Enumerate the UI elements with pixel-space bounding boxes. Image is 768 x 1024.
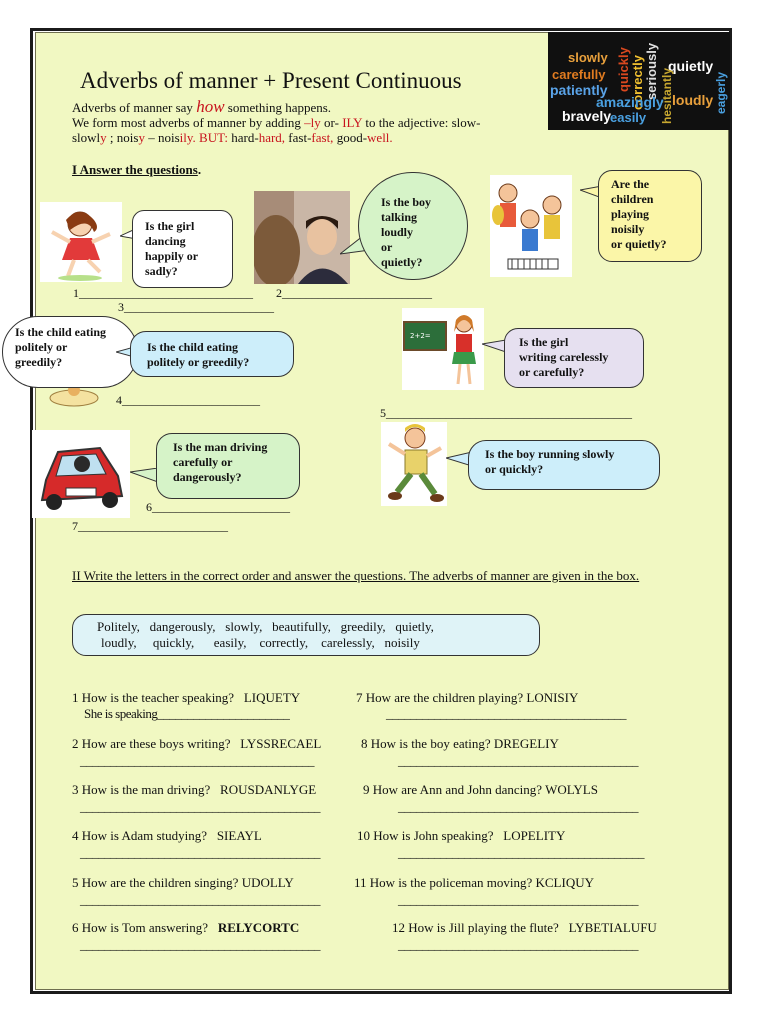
dancing-girl-picture [40,202,122,282]
intro-line-1: Adverbs of manner say how something happens. [72,97,332,116]
speech-bubble-4: Is the child eating politely or greedily? [2,316,138,388]
girl-writing-picture [402,308,484,390]
svg-text:2+2=: 2+2= [410,332,431,340]
question-7: 7 How are the children playing? LONISIY [356,690,579,705]
cloud-word: bravely [562,108,612,124]
question-3: 3 How is the man driving? ROUSDANLYGE [72,782,317,797]
question-11: 11 How is the policeman moving? KCLIQUY [354,875,594,890]
page-title: Adverbs of manner + Present Continuous [80,68,462,93]
answer-blank-6[interactable]: ________________________________________ [80,937,320,952]
adverb-word-cloud-image [548,32,730,130]
answer-blank-12[interactable]: ________________________________________ [398,937,638,952]
answer-blank-3[interactable]: ________________________________________ [80,799,320,814]
answer-blank-1[interactable]: She is speaking______________________ [84,706,290,721]
answer-line-1[interactable]: 1_____________________________ [73,286,253,300]
speech-bubble-5: Is the child eating politely or greedily? [130,331,294,377]
intro-text [72,99,481,145]
question-12: 12 How is Jill playing the flute? LYBETIALUFU [392,920,657,935]
children-playing-picture [490,175,572,277]
question-8: 8 How is the boy eating? DREGELIY [361,736,559,751]
answer-line-2[interactable]: 2_________________________ [276,286,432,300]
cloud-word: patiently [550,82,608,98]
question-6: 6 How is Tom answering? RELYCORTC [72,920,300,935]
cloud-word: easily [610,110,647,125]
cloud-word: amazingly [596,94,664,110]
cloud-word: quickly [616,47,631,92]
question-4: 4 How is Adam studying? SIEAYL [72,828,262,843]
speech-bubble-2: Is the boy talking loudly or quietly? [358,172,468,280]
man-driving-picture [32,430,130,518]
speech-bubble-1: Is the girl dancing happily or sadly? [132,210,233,288]
word-box-line-1: Politely, dangerously, slowly, beautifully, greedily, quietly, [97,619,434,634]
talking-boy-picture [254,191,350,284]
cloud-word: carefully [552,67,606,82]
cloud-word: quietly [668,58,714,74]
answer-blank-10[interactable]: _________________________________________ [398,845,644,860]
speech-bubble-3: Are the children playing noisily or quietly? [598,170,702,262]
answer-blank-2[interactable]: _______________________________________ [80,753,314,768]
section-1-heading: I Answer the questions. [72,162,202,177]
intro-line-3: slowly ; noisy – noisily. BUT: hard-hard, fast-fast, good-well. [72,130,393,145]
intro-line-2: We form most adverbs of manner by adding –ly or- ILY to the adjective: slow- [72,115,481,130]
cloud-word: slowly [568,50,608,65]
question-1: 1 How is the teacher speaking? LIQUETY [72,690,301,705]
cloud-word: loudly [672,92,714,108]
bubble-tail-6 [482,338,506,354]
speech-bubble-8: Is the boy running slowly or quickly? [468,440,660,490]
answer-line-3[interactable]: 3_________________________ [118,300,274,314]
adverb-word-box [72,614,540,656]
answer-line-4[interactable]: 4_______________________ [116,393,260,407]
cloud-word: eagerly [714,71,728,114]
question-2: 2 How are these boys writing? LYSSRECAEL [72,736,322,751]
answer-blank-8[interactable]: ________________________________________ [398,753,638,768]
cloud-word: hesitantly [660,67,674,124]
answer-blank-11[interactable]: ________________________________________ [398,892,638,907]
answer-blank-9[interactable]: ________________________________________ [398,799,638,814]
speech-bubble-6: Is the girl writing carelessly or carefully? [504,328,644,388]
cloud-word: correctly [630,55,645,110]
question-9: 9 How are Ann and John dancing? WOLYLS [363,782,598,797]
answer-line-6[interactable]: 6_______________________ [146,500,290,514]
section-2-heading: II Write the letters in the correct order and answer the questions. The adverbs of manner are given in the box. [72,568,640,583]
boy-running-picture [381,422,447,506]
bubble-tail-7 [130,468,158,486]
answer-line-7[interactable]: 7_________________________ [72,519,228,533]
answer-line-5[interactable]: 5_________________________________________ [380,406,632,420]
word-box-line-2: loudly, quickly, easily, correctly, carelessly, noisily [101,635,420,650]
cloud-word: seriously [644,42,659,100]
answer-blank-7[interactable]: ________________________________________ [386,706,626,721]
question-10: 10 How is John speaking? LOPELITY [357,828,566,843]
speech-bubble-7: Is the man driving carefully or dangerously? [156,433,300,499]
question-5: 5 How are the children singing? UDOLLY [72,875,294,890]
answer-blank-4[interactable]: ________________________________________ [80,845,320,860]
answer-blank-5[interactable]: ________________________________________ [80,892,320,907]
